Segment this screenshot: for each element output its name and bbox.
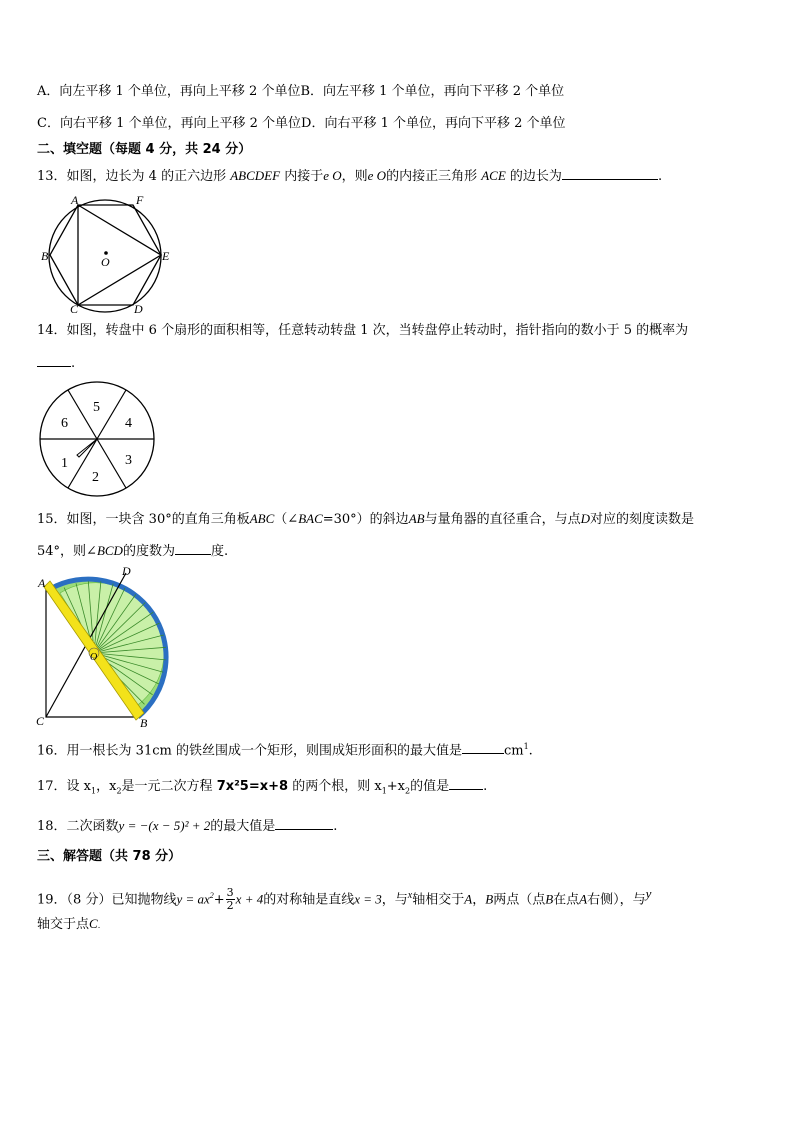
option-a: A．向左平移 1 个单位，再向上平移 2 个单位 xyxy=(37,84,301,99)
question-15-line2: 54°，则∠BCD的度数为 度. xyxy=(37,543,229,559)
protractor-figure xyxy=(36,565,186,731)
answer-blank-17[interactable] xyxy=(449,777,483,790)
sector-4: 4 xyxy=(125,416,132,431)
fraction: $\frac{3}{2}$ xyxy=(226,886,234,913)
answer-blank-18[interactable] xyxy=(275,817,333,830)
label-d: D xyxy=(134,302,143,316)
label-f: F xyxy=(136,193,144,207)
answer-blank-15[interactable] xyxy=(175,542,211,555)
label-a: A xyxy=(71,193,79,207)
spinner-pointer xyxy=(77,439,97,457)
sector-1: 1 xyxy=(61,456,68,471)
label-d: D xyxy=(122,564,131,578)
question-16: 16．用一根长为 31cm 的铁丝围成一个矩形，则围成矩形面积的最大值是 $cm^1$. xyxy=(37,742,533,759)
section-answer-title: 三、解答题（共 78 分） xyxy=(37,849,182,864)
question-15: 15．如图，一块含 30°的直角三角板ABC（∠BAC=30°）的斜边AB与量角器的直径重合，与点D对应的刻度读数是 xyxy=(37,511,694,527)
question-13: 13．如图，边长为 4 的正六边形 ABCDEF 内接于e O，则e O的内接正三角形 ACE 的边长为 . xyxy=(37,168,663,184)
question-17: 17．设 $x_1$，$x_2$是一元二次方程 7x²5=x+8 的两个根，则 $x_1+x_2$的值是 . xyxy=(37,779,488,796)
question-14-blank-line: . xyxy=(37,354,75,372)
label-b: B xyxy=(41,249,49,263)
answer-blank-13[interactable] xyxy=(562,167,658,180)
sector-6: 6 xyxy=(61,416,68,431)
label-o: O xyxy=(90,652,98,663)
sector-5: 5 xyxy=(93,400,100,415)
label-c: C xyxy=(70,302,79,316)
question-19-line2: 轴交于点C. xyxy=(37,916,101,932)
section-fill-title: 二、填空题（每题 4 分，共 24 分） xyxy=(37,142,252,157)
label-o: O xyxy=(101,255,110,269)
option-b: B．向左平移 1 个单位，再向下平移 2 个单位 xyxy=(300,84,565,99)
option-line-ab xyxy=(37,84,564,100)
question-19: 19．（8 分）已知抛物线$y = ax^2+$ $\frac{3}{2}$ x + 4的对称轴是直线x = 3，与$^x$轴相交于A，B两点（点B在点A右侧），与y xyxy=(37,886,652,913)
sector-2: 2 xyxy=(92,470,99,485)
question-18: 18．二次函数y = −(x − 5)² + 2的最大值是 . xyxy=(37,818,338,834)
sector-3: 3 xyxy=(125,453,132,468)
label-b: B xyxy=(140,716,148,730)
option-c: C．向右平移 1 个单位，再向上平移 2 个单位 xyxy=(37,116,302,131)
option-d: D．向右平移 1 个单位，再向下平移 2 个单位 xyxy=(301,116,566,131)
label-c: C xyxy=(36,714,45,728)
question-14: 14．如图，转盘中 6 个扇形的面积相等，任意转动转盘 1 次，当转盘停止转动时，指针指向的数小于 5 的概率为 xyxy=(37,323,689,338)
answer-blank-16[interactable] xyxy=(462,741,504,754)
option-line-cd xyxy=(37,116,566,132)
spinner-figure xyxy=(37,380,159,498)
answer-blank-14[interactable] xyxy=(37,354,71,367)
label-e: E xyxy=(162,249,170,263)
label-a: A xyxy=(38,576,46,590)
hexagon-figure xyxy=(38,192,178,314)
